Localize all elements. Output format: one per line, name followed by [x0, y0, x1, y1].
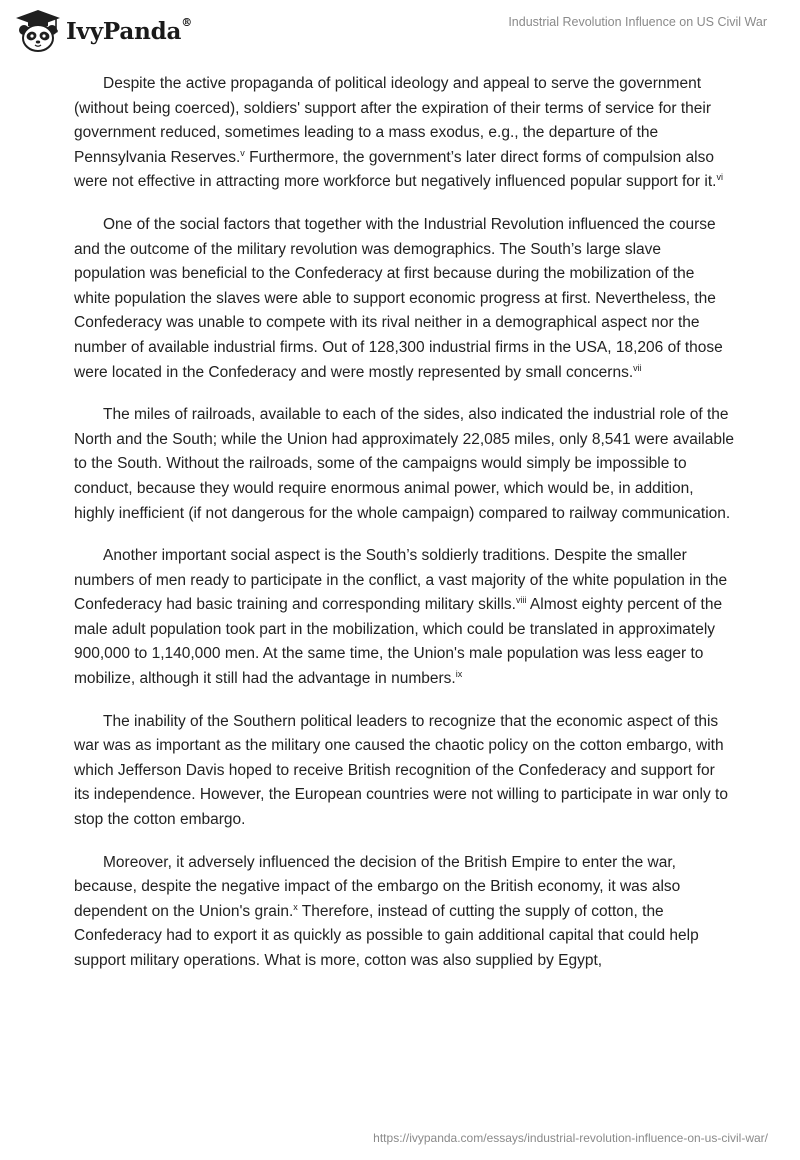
essay-paragraph	[74, 851, 734, 974]
footnote-reference[interactable]: vii	[633, 362, 642, 373]
essay-paragraph	[74, 403, 734, 526]
footnote-reference[interactable]: x	[293, 901, 298, 912]
paragraph-text: The miles of railroads, available to each of the sides, also indicated the industrial role of the North and the South; while the Union had approximately 22,085 miles, only 8,541 were available to the South. Without the railroads, some of the campaigns would simply be impossible to conduct, because they would require enormous animal power, which would be, in addition, highly inefficient (if not dangerous for the whole campaign) compared to railway communication.	[74, 406, 735, 522]
essay-body	[74, 72, 734, 992]
paragraph-text: Moreover, it adversely influenced the decision of the British Empire to enter the war, because, despite the negative impact of the embargo on the British economy, it was also dependent on the Union's grain.	[74, 853, 681, 920]
ivypanda-logo[interactable]	[14, 8, 192, 54]
essay-paragraph	[74, 710, 734, 833]
paragraph-text: The inability of the Southern political leaders to recognize that the economic aspect of this war was as important as the military one caused the chaotic policy on the cotton embargo, with which Jefferson Davis hoped to receive British recognition of the Confederacy and support for its independence. However, the European countries were not willing to participate in war only to stop the cotton embargo.	[74, 712, 728, 829]
document-title: Industrial Revolution Influence on US Civil War	[508, 15, 767, 29]
page-header	[0, 0, 800, 62]
paragraph-text: Despite the active propaganda of political ideology and appeal to serve the government (without being coerced), soldiers' support after the expiration of their terms of service for their government reduced, sometimes leading to a mass exodus, e.g., the departure of the Pennsylvania Reserves.	[74, 75, 712, 166]
logo-wordmark: IvyPanda®	[66, 15, 192, 45]
essay-paragraph	[74, 72, 734, 195]
footnote-reference[interactable]: viii	[515, 595, 527, 606]
footnote-reference[interactable]: vi	[716, 172, 723, 183]
footnote-reference[interactable]: ix	[455, 668, 463, 679]
paragraph-text: Therefore, instead of cutting the supply of cotton, the Confederacy had to export it as quickly as possible to gain additional capital that could help support military operations. What is more, cotton was also supplied by Egypt,	[74, 902, 699, 969]
essay-paragraph	[74, 544, 734, 692]
essay-paragraph	[74, 213, 734, 385]
footnote-reference[interactable]: v	[240, 147, 245, 158]
paragraph-text: Almost eighty percent of the male adult population took part in the mobilization, which could be translated in approximately 900,000 to 1,140,000 men. At the same time, the Union's male population was less eager to mobilize, although it still had the advantage in numbers.	[74, 596, 723, 688]
panda-graduation-cap-icon	[14, 8, 62, 54]
source-url[interactable]: https://ivypanda.com/essays/industrial-revolution-influence-on-us-civil-war/	[373, 1131, 768, 1145]
paragraph-text: Furthermore, the government’s later direct forms of compulsion also were not effective in attracting more workforce but negatively influenced popular support for it.	[74, 148, 717, 191]
paragraph-text: Another important social aspect is the South’s soldierly traditions. Despite the smaller numbers of men ready to participate in the conflict, a vast majority of the white population in the Confederacy had basic training and corresponding military skills.	[74, 547, 728, 614]
paragraph-text: One of the social factors that together with the Industrial Revolution influenced the course and the outcome of the military revolution was demographics. The South’s large slave population was beneficial to the Confederacy at first because during the mobilization of the white population the slaves were able to support economic progress at first. Nevertheless, the Confederacy was unable to compete with its rival neither in a demographical aspect nor the number of available industrial firms. Out of 128,300 industrial firms in the USA, 18,206 of those were located in the Confederacy and were mostly represented by small concerns.	[74, 215, 723, 381]
